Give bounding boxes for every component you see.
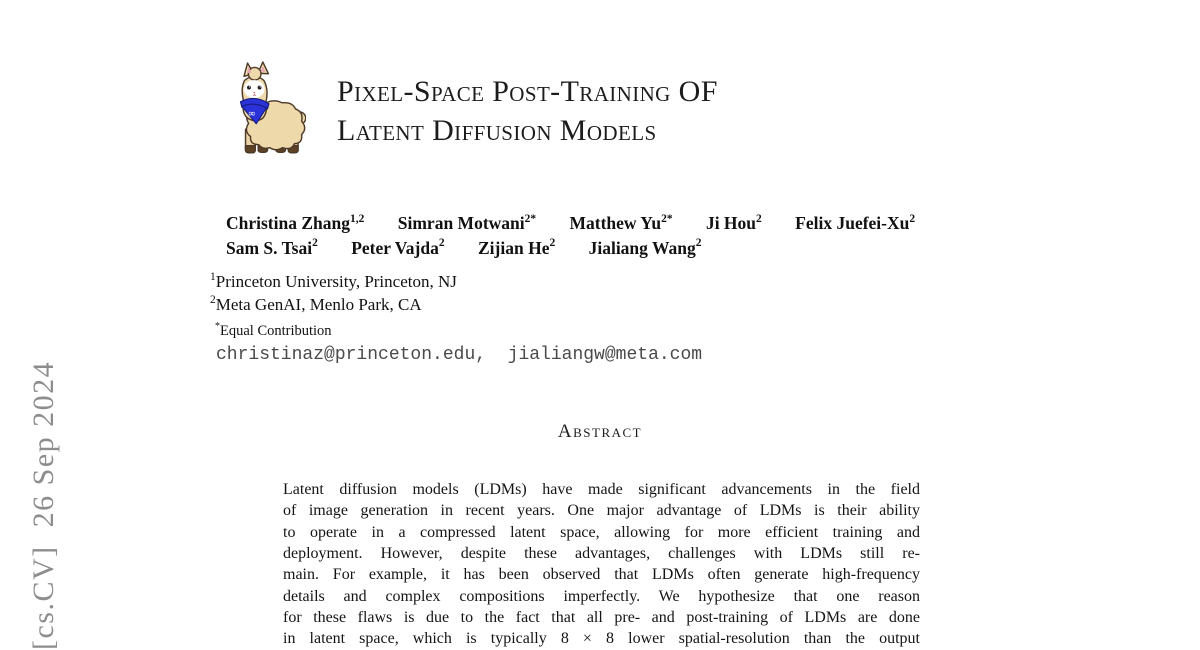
author: Simran Motwani$^{2*}$ [397, 212, 537, 233]
author-superscript: 2* [524, 212, 537, 225]
abstract-heading: Abstract [557, 421, 643, 442]
abstract-line: to operate in a compressed latent space, allowing for more efficient training and [283, 523, 920, 541]
title-line-2: Latent Diffusion Models [337, 114, 657, 147]
affiliation-superscript: 1 [210, 270, 216, 283]
author-superscript: 2 [312, 237, 318, 250]
author-superscript: 2 [909, 212, 916, 225]
author-superscript: 2 [438, 237, 445, 250]
affiliation-line: $^2$Meta GenAI, Menlo Park, CA [210, 293, 422, 314]
abstract-line: Latent diffusion models (LDMs) have made significant advancements in the field [283, 481, 920, 498]
email-line: christinaz@princeton.edu, jialiangw@meta.com [216, 345, 703, 365]
alpaca-eye-left [247, 86, 251, 90]
abstract-line: of image generation in recent years. One major advantage of LDMs is their ability [283, 502, 920, 520]
affiliation-superscript: 2 [210, 293, 216, 306]
abstract-body [283, 479, 920, 650]
author: Felix Juefei-Xu$^2$ [795, 212, 916, 233]
author: Jialiang Wang$^2$ [588, 237, 702, 258]
infinity-icon: ∞ [247, 108, 256, 120]
abstract-line: deployment. However, despite these advantages, challenges with LDMs still re- [283, 545, 920, 563]
title-line-1: Pixel-Space Post-Training OF [337, 75, 718, 108]
authors-block [226, 211, 915, 260]
abstract-line: main. For example, it has been observed that LDMs often generate high-frequency [283, 566, 920, 584]
author-superscript: 2* [661, 212, 673, 225]
alpaca-logo [234, 60, 306, 162]
author-superscript: 1,2 [350, 212, 365, 225]
abstract-line: details and complex compositions imperfectly. We hypothesize that one reason [283, 587, 920, 605]
alpaca-topknot [248, 67, 261, 80]
author-superscript: 2 [549, 237, 556, 250]
alpaca-eye-right [258, 86, 262, 90]
equal-contribution-footnote: *Equal Contribution [215, 321, 332, 339]
arxiv-stamp: [cs.CV] 26 Sep 2024 [27, 360, 60, 650]
author: Zijian He$^2$ [478, 237, 556, 258]
author-superscript: 2 [695, 237, 702, 250]
authors-row-1 [226, 211, 915, 236]
affiliations-block [210, 270, 457, 316]
author-superscript: 2 [756, 212, 762, 225]
author: Sam S. Tsai$^2$ [226, 237, 318, 258]
author: Peter Vajda$^2$ [351, 237, 445, 258]
author: Ji Hou$^2$ [705, 212, 762, 233]
abstract-line: for these flaws is due to the fact that all pre- and post-training of LDMs are done [283, 609, 920, 627]
author: Christina Zhang$^{1,2}$ [226, 212, 365, 233]
footnote-asterisk: * [215, 321, 220, 333]
abstract-line: in latent space, which is typically 8 × 8 lower spatial-resolution than the output [283, 630, 920, 648]
paper-title [337, 72, 718, 150]
author: Matthew $Yu^{2*}$ [569, 212, 673, 233]
authors-row-2 [226, 236, 915, 261]
affiliation-line: $^1$Princeton University, Princeton, NJ [210, 270, 457, 291]
